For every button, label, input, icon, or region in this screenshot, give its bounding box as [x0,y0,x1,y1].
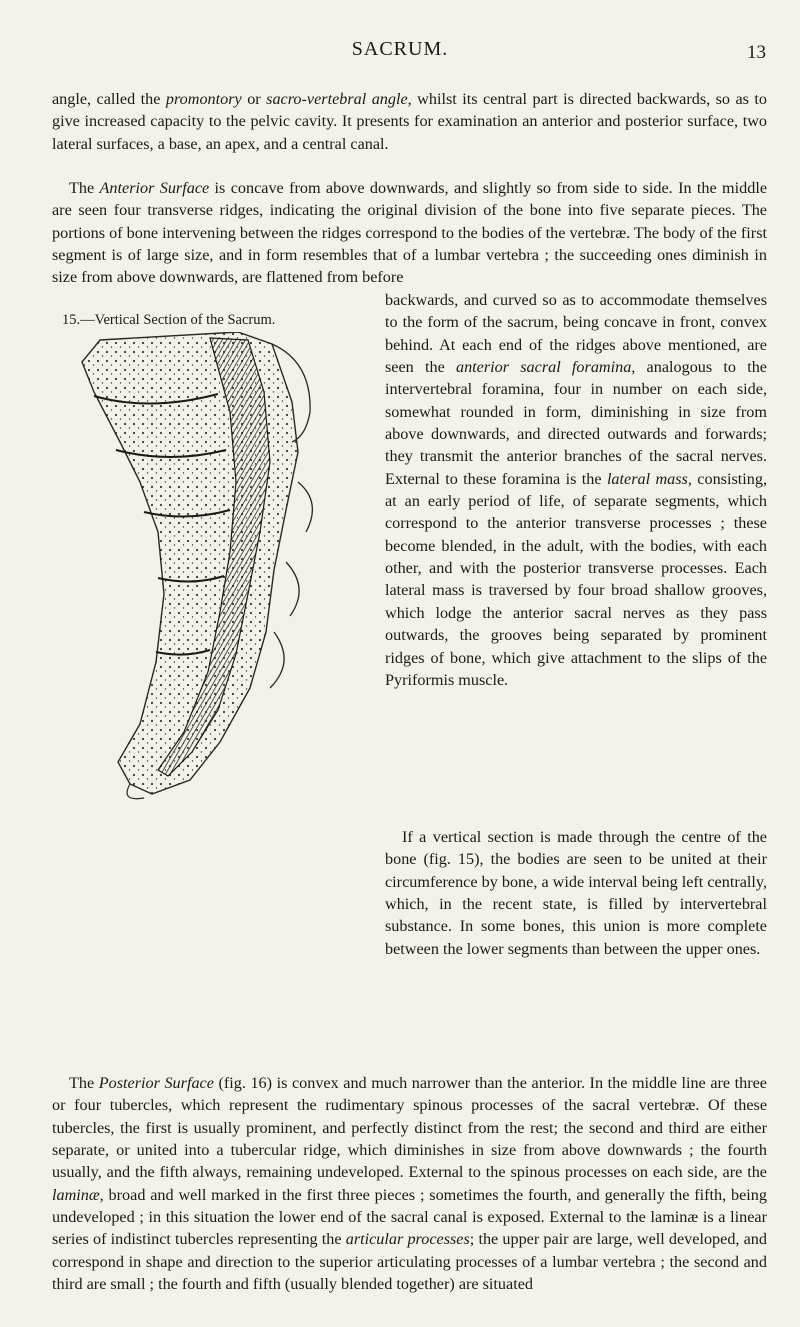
paragraph-promontory: angle, called the promontory or sacro-vertebral angle, whilst its central part is directed backwards, so as to give increased capacity to the pelvic cavity. It presents for examination an anterior and posterior surface, two lateral surfaces, a base, an apex, and a central canal. [52,90,768,153]
sacrum-engraving-illustration [60,332,382,802]
sacrum-section-figure [60,332,382,802]
figure-caption: 15.—Vertical Section of the Sacrum. [62,312,276,328]
paragraph-posterior-surface: The Posterior Surface (fig. 16) is convex and much narrower than the anterior. In the middle line are three or four tubercles, which represent the rudimentary spinous processes of the sacral vertebræ. Of these tubercles, the first is usually prominent, and perfectly distinct from the rest; the second and third are either separate, or united into a tubercular ridge, which diminishes in size from above downwards ; the fourth usually, and the fifth always, remaining undeveloped. External to the spinous processes on each side, are the laminæ, broad and well marked in the first three pieces ; sometimes the fourth, and generally the fifth, being undeveloped ; in this situation the lower end of the sacral canal is exposed. External to the laminæ is a linear series of indistinct tubercles representing the articular processes; the upper pair are large, well developed, and correspond in shape and direction to the superior articulating processes of a lumbar vertebra ; the second and third are small ; the fourth and fifth (usually blended together) are situated [52,1074,767,1294]
paragraph-lateral-mass: backwards, and curved so as to accommodate themselves to the form of the sacrum, being concave in front, convex behind. At each end of the ridges above mentioned, are seen the anterior sacral foramina, analogous to the intervertebral foramina, four in number on each side, somewhat rounded in form, diminishing in size from above downwards, and directed outwards and forwards; they transmit the anterior branches of the sacral nerves. External to these foramina is the lateral mass, consisting, at an early period of life, of separate segments, which correspond to the anterior transverse processes ; these become blended, in the adult, with the bodies, with each other, and with the posterior transverse processes. Each lateral mass is traversed by four broad shallow grooves, which lodge the anterior sacral nerves as they pass outwards, the grooves being separated by prominent ridges of bone, which give attachment to the slips of the Pyriformis muscle. [385,291,767,689]
page-header [0,38,800,68]
paragraph-vertical-section: If a vertical section is made through the centre of the bone (fig. 15), the bodies are seen to be united at their circumference by bone, a wide interval being left centrally, which, in the recent state, is filled by intervertebral substance. In some bones, this union is more complete between the lower segments than between the upper ones. [385,828,767,958]
paragraph-anterior-surface: The Anterior Surface is concave from above downwards, and slightly so from side to side. In the middle are seen four transverse ridges, indicating the original division of the bone into five separate pieces. The portions of bone intervening between the ridges correspond to the bodies of the vertebræ. The body of the first segment is of large size, and in form resembles that of a lumbar vertebra ; the succeeding ones diminish in size from above downwards, are flattened from before [52,179,768,287]
running-title: SACRUM. [351,38,449,60]
page-number: 13 [747,42,766,63]
